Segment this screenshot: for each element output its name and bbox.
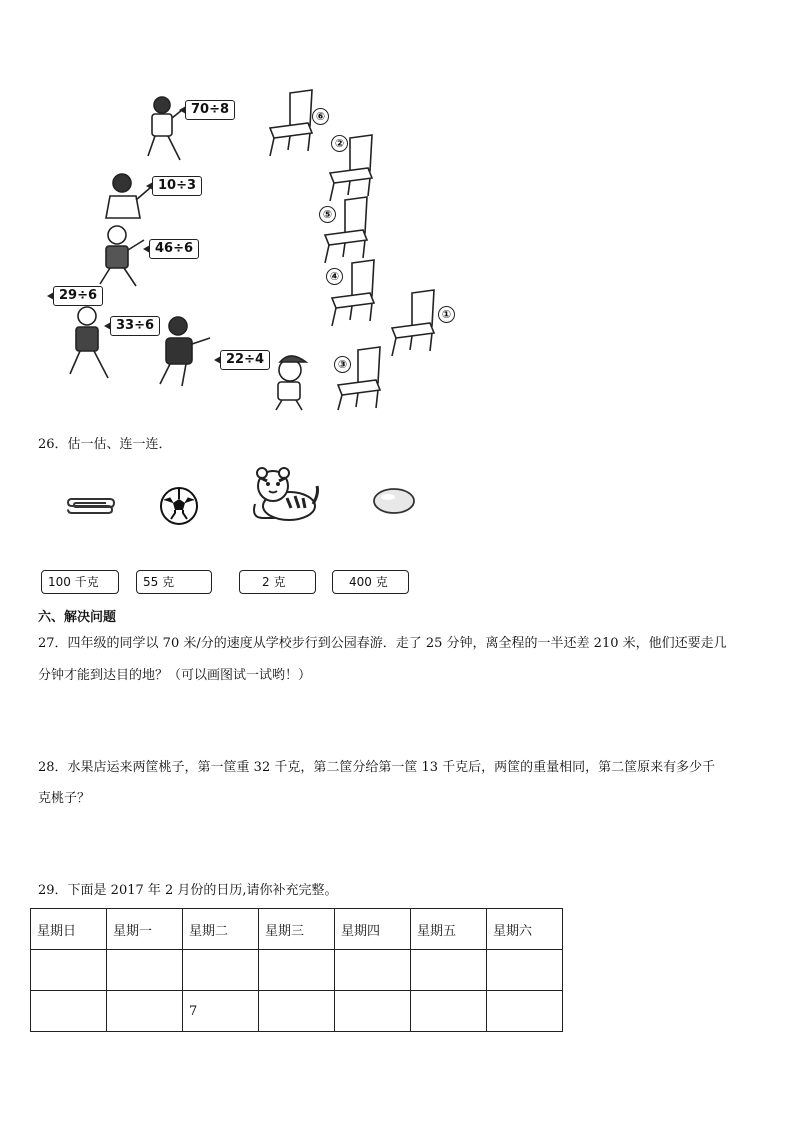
table-row xyxy=(31,950,563,991)
table-header-cell: 星期二 xyxy=(183,909,259,950)
table-cell xyxy=(487,991,563,1032)
table-cell xyxy=(259,991,335,1032)
table-cell xyxy=(487,950,563,991)
child-icon xyxy=(160,317,210,386)
table-cell xyxy=(107,950,183,991)
section-heading: 六、解决问题 xyxy=(38,610,117,625)
weight-option-box: 100 千克 xyxy=(41,570,119,594)
table-header-cell: 星期一 xyxy=(107,909,183,950)
division-bubble: 70÷8 xyxy=(185,100,235,120)
child-icon xyxy=(100,226,144,286)
chair-number: ② xyxy=(331,135,348,152)
chair-number: ① xyxy=(438,306,455,323)
paperclip-icon xyxy=(66,496,116,516)
table-cell xyxy=(411,950,487,991)
table-cell xyxy=(411,991,487,1032)
table-cell xyxy=(31,950,107,991)
weight-option-box: 400 克 xyxy=(332,570,409,594)
calendar-table xyxy=(30,908,563,1032)
table-cell xyxy=(183,950,259,991)
weight-option-box: 55 克 xyxy=(136,570,212,594)
division-bubble: 46÷6 xyxy=(149,239,199,259)
table-row xyxy=(31,991,563,1032)
table-cell xyxy=(107,991,183,1032)
egg-icon xyxy=(372,486,416,516)
table-header-cell: 星期日 xyxy=(31,909,107,950)
chair-number: ④ xyxy=(326,268,343,285)
chair-icon xyxy=(270,90,312,156)
q26-title: 26．估一估、连一连． xyxy=(38,437,172,452)
chair-number: ⑤ xyxy=(319,206,336,223)
table-cell: 7 xyxy=(183,991,259,1032)
table-header-cell: 星期三 xyxy=(259,909,335,950)
table-header-cell: 星期六 xyxy=(487,909,563,950)
chair-number: ⑥ xyxy=(312,108,329,125)
q27-line1: 27．四年级的同学以 70 米/分的速度从学校步行到公园春游．走了 25 分钟，离全程的一半还差 210 米，他们还要走几 xyxy=(38,636,727,651)
table-header-cell: 星期五 xyxy=(411,909,487,950)
table-header-cell: 星期四 xyxy=(335,909,411,950)
child-icon xyxy=(276,356,306,410)
q28-line1: 28．水果店运来两筐桃子，第一筐重 32 千克，第二筐分给第一筐 13 千克后，两筐的重量相同，第二筐原来有多少千 xyxy=(38,760,716,775)
table-cell xyxy=(335,991,411,1032)
table-cell xyxy=(31,991,107,1032)
q29-title: 29．下面是 2017 年 2 月份的日历,请你补充完整。 xyxy=(38,883,338,898)
division-bubble: 10÷3 xyxy=(152,176,202,196)
chair-icon xyxy=(392,290,434,356)
division-bubble: 33÷6 xyxy=(110,316,160,336)
q27-line2: 分钟才能到达目的地？（可以画图试一试哟！） xyxy=(38,668,312,683)
soccer-ball-icon xyxy=(159,486,199,526)
child-icon xyxy=(148,97,182,160)
children-chairs-figure xyxy=(40,88,480,413)
division-bubble: 29÷6 xyxy=(53,286,103,306)
chair-number: ③ xyxy=(334,356,351,373)
table-header-row xyxy=(31,909,563,950)
child-icon xyxy=(106,174,150,218)
q28-line2: 克桃子？ xyxy=(38,791,91,806)
child-icon xyxy=(70,307,108,378)
weight-option-box: 2 克 xyxy=(239,570,316,594)
table-cell xyxy=(335,950,411,991)
tiger-icon xyxy=(247,464,321,524)
table-cell xyxy=(259,950,335,991)
division-bubble: 22÷4 xyxy=(220,350,270,370)
